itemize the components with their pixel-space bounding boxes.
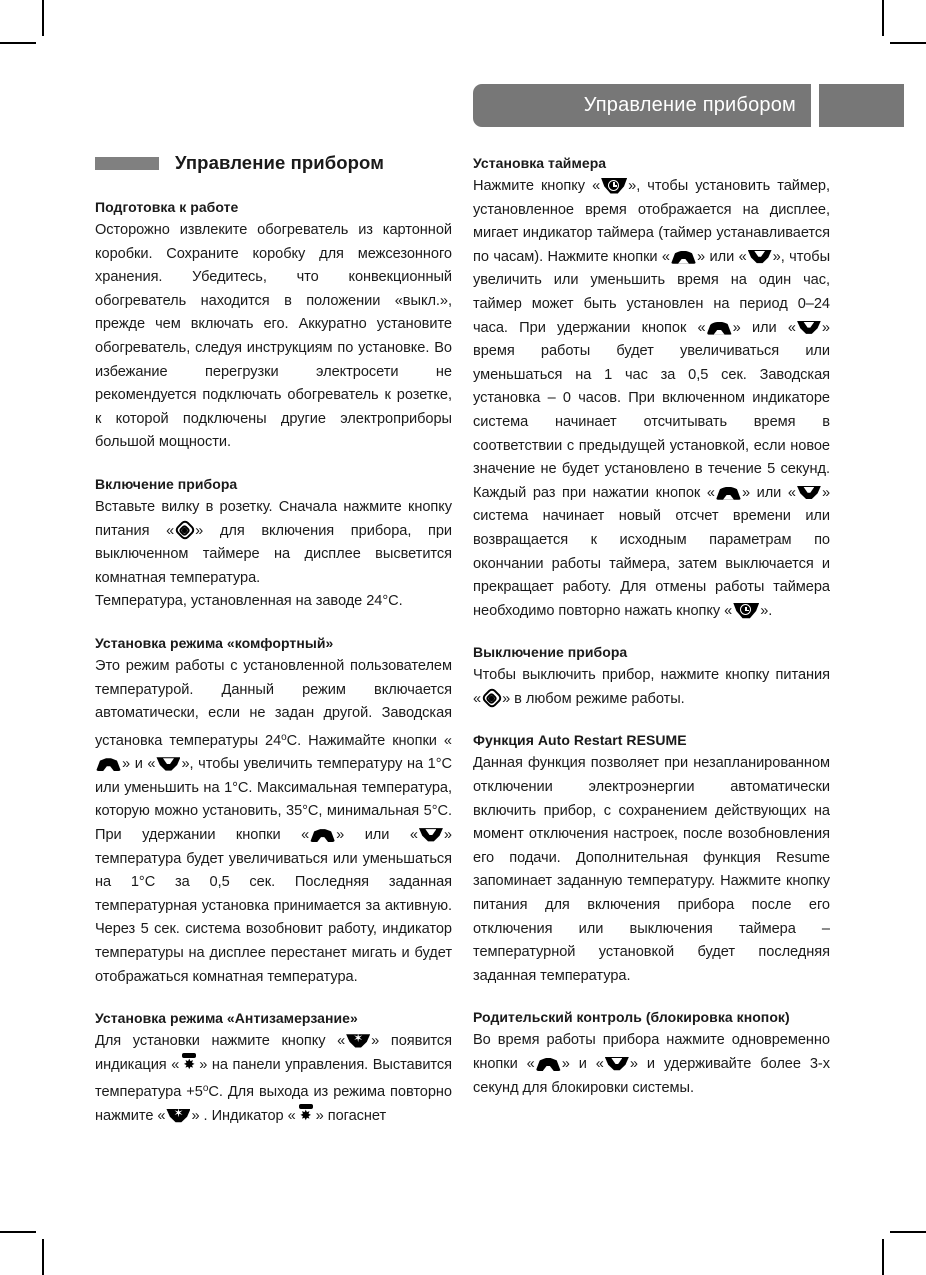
section-body xyxy=(473,664,830,711)
arrow-down-button-icon xyxy=(156,757,180,771)
section-heading: Родительский контроль (блокировка кнопок) xyxy=(473,1009,790,1026)
text-run: С. Для выхода из режима повторно нажмите « xyxy=(95,1084,453,1124)
section-body xyxy=(95,1030,452,1128)
chapter-title-block xyxy=(95,152,384,174)
left-column xyxy=(95,199,452,1129)
running-header-gap xyxy=(811,84,819,127)
arrow-down-button-icon xyxy=(748,250,772,264)
chapter-swatch xyxy=(95,157,159,170)
degree-superscript: о xyxy=(281,731,287,743)
text-run: » или « xyxy=(732,319,796,336)
crop-mark-bottom-right-horizontal xyxy=(890,1231,926,1233)
section-body xyxy=(95,496,452,590)
section-heading: Установка режима «комфортный» xyxy=(95,634,334,651)
text-run: » и удерживайте более 3-х секунд для блокировки системы. xyxy=(473,1056,830,1096)
section-heading: Функция Auto Restart RESUME xyxy=(473,732,687,749)
crop-mark-top-right-horizontal xyxy=(890,42,926,44)
text-run: С. Нажимайте кнопки « xyxy=(286,732,452,749)
arrow-up-button-icon xyxy=(536,1058,561,1071)
text-run: » или « xyxy=(741,484,796,501)
arrow-up-button-icon xyxy=(96,758,121,771)
section-body xyxy=(473,1029,830,1100)
section-auto-restart xyxy=(473,732,830,988)
section-body-extra: Температура, установленная на заводе 24°С. xyxy=(95,593,403,610)
section-heading: Установка таймера xyxy=(473,155,607,171)
text-run: » . Индикатор « xyxy=(191,1108,296,1124)
text-run: » и « xyxy=(561,1056,604,1072)
crop-mark-top-left-vertical xyxy=(42,0,44,36)
crop-mark-top-left-horizontal xyxy=(0,42,36,44)
text-run: », чтобы увеличить или уменьшить время на один час, таймер может быть установлен на период 0–24 часа. При удержании кнопок « xyxy=(473,248,831,336)
text-run: » температура будет увеличиваться или уменьшаться на 1°С за 0,5 сек. Последняя заданная температурная установка принимается за активную. Через 5 сек. система возобновит работу, индикатор температуры на дисплее перестанет мигать и будет отображаться комнатная температура. xyxy=(95,827,452,985)
text-run: » на панели управления. Выставится температура +5 xyxy=(95,1056,452,1101)
text-run: » для включения прибора, при выключенном таймере на дисплее высветится комнатная температура. xyxy=(95,522,452,586)
text-run: Для установки нажмите кнопку « xyxy=(95,1033,346,1050)
arrow-up-button-icon xyxy=(671,251,696,264)
text-run: » погаснет xyxy=(315,1108,387,1124)
section-power-off xyxy=(473,644,830,711)
power-diamond-icon xyxy=(482,689,501,708)
text-run: » система начинает новый отсчет времени или возвращается к исходным параметрам по окончании работы таймера, затем выключается и прекращает работу. Для отмены работы таймера необходимо повторно нажать кнопку « xyxy=(473,484,831,619)
section-heading: Выключение прибора xyxy=(473,644,628,661)
text-run: » и « xyxy=(122,756,156,773)
power-diamond-icon xyxy=(175,521,194,540)
arrow-down-button-icon xyxy=(605,1057,629,1071)
crop-mark-bottom-left-vertical xyxy=(42,1239,44,1275)
arrow-down-button-icon xyxy=(797,486,821,500)
crop-mark-bottom-right-vertical xyxy=(882,1239,884,1275)
section-power-on xyxy=(95,476,452,614)
section-antifreeze-mode xyxy=(95,1010,452,1128)
text-run: Это режим работы с установленной пользователем температурой. Данный режим включается автоматически, если не задан другой. Заводская установка температуры 24 xyxy=(95,657,452,749)
snowflake-indicator-icon xyxy=(180,1056,198,1073)
timer-clock-button-icon xyxy=(601,178,627,194)
page-title: Управление прибором xyxy=(175,152,384,173)
section-timer-setup xyxy=(473,155,830,623)
arrow-up-button-icon xyxy=(310,829,335,842)
running-header xyxy=(473,84,904,127)
section-body: Данная функция позволяет при незапланированном отключении электроэнергии автоматически включить прибор, с сохранением действующих на момент отключения настроек, после возобновления его подачи. Дополнительная функция Resume запоминает заданную температуру. Нажмите кнопку питания для включения прибора после его отключения или выключения таймера – температурной установкой будет последняя заданная температура. xyxy=(473,755,830,984)
text-run: » или « xyxy=(697,248,747,265)
section-heading: Подготовка к работе xyxy=(95,199,239,215)
degree-superscript: о xyxy=(202,1083,209,1095)
antifreeze-button-icon xyxy=(346,1034,370,1048)
snowflake-indicator-icon xyxy=(297,1107,315,1124)
arrow-up-button-icon xyxy=(716,487,741,500)
running-header-bar xyxy=(473,84,811,127)
text-run: Вставьте вилку в розетку. Сначала нажмите кнопку питания « xyxy=(95,498,452,539)
crop-mark-bottom-left-horizontal xyxy=(0,1231,36,1233)
section-child-lock xyxy=(473,1009,830,1100)
running-header-tab xyxy=(819,84,904,127)
section-heading: Включение прибора xyxy=(95,475,238,492)
text-run: Во время работы прибора нажмите одновременно кнопки « xyxy=(473,1032,830,1072)
section-comfort-mode xyxy=(95,635,452,989)
arrow-up-button-icon xyxy=(707,322,732,335)
text-run: ». xyxy=(760,602,773,619)
arrow-down-button-icon xyxy=(797,321,821,335)
text-run: » в любом режиме работы. xyxy=(502,690,685,707)
section-heading: Установка режима «Антизамерзание» xyxy=(95,1010,358,1027)
text-run: » время работы будет увеличиваться или уменьшаться на 1 час за 0,5 сек. Заводская установка – 0 часов. При включенном индикаторе система начинает отсчитывать время в соответствии с предыдущей установкой, если новое значение не будет установлено в течение 5 секунд. Каждый раз при нажатии кнопок « xyxy=(473,319,830,501)
text-run: Чтобы выключить прибор, нажмите кнопку питания « xyxy=(473,667,830,707)
antifreeze-button-icon xyxy=(166,1109,190,1123)
section-body xyxy=(473,175,830,623)
timer-clock-button-icon xyxy=(733,603,759,619)
text-run: » или « xyxy=(336,827,418,844)
arrow-down-button-icon xyxy=(419,828,443,842)
running-header-title: Управление прибором xyxy=(583,94,796,116)
right-column xyxy=(473,155,830,1100)
text-run: », чтобы увеличить температуру на 1°С или уменьшить на 1°С. Максимальная температура, которую можно установить, 35°С, минимальная 5°С. При удержании кнопки « xyxy=(95,756,452,844)
section-body xyxy=(95,655,452,989)
section-body: Осторожно извлеките обогреватель из картонной коробки. Сохраните коробку для межсезонного хранения. Убедитесь, что конвекционный обогреватель находится в положении «выкл.», прежде чем включать его. Аккуратно установите обогреватель, следуя инструкциям по установке. Во избежание перегрузки электросети не рекомендуется подключать обогреватель к розетке, к которой подключены другие электроприборы большой мощности. xyxy=(95,222,452,451)
crop-mark-top-right-vertical xyxy=(882,0,884,36)
section-preparation xyxy=(95,199,452,455)
text-run: Нажмите кнопку « xyxy=(473,178,601,194)
text-run: » появится индикация « xyxy=(95,1033,452,1073)
text-run: », чтобы установить таймер, установленное время отображается на дисплее, мигает индикатор таймера (таймер устанавливается по часам). Нажмите кнопки « xyxy=(473,178,830,265)
